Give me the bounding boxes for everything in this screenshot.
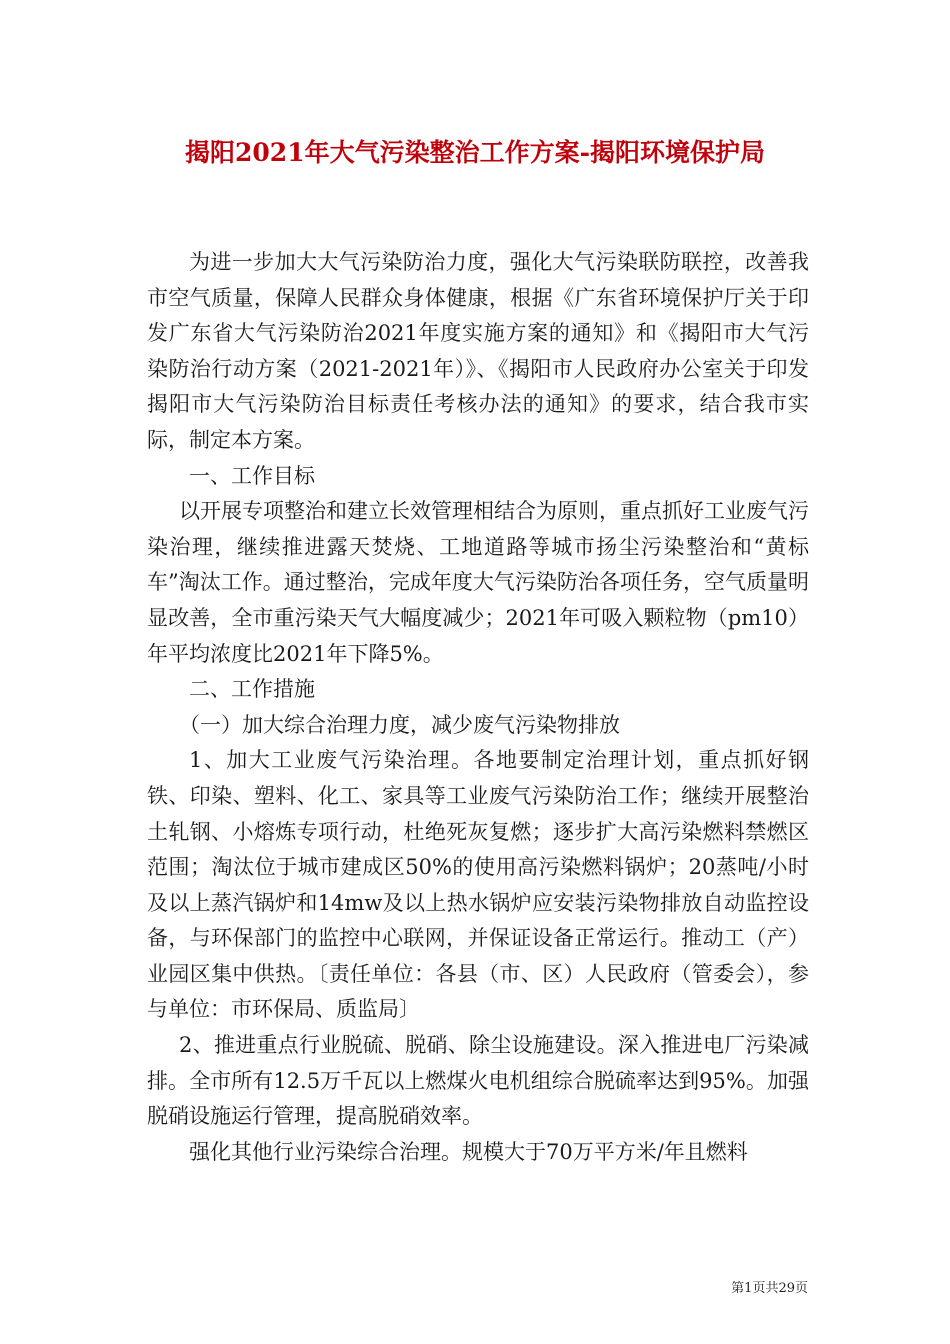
measure-paragraph-3: 强化其他行业污染综合治理。规模大于70万平方米/年且燃料 — [189, 1139, 748, 1164]
page-number: 第1页共29页 — [731, 1281, 808, 1296]
document-title: 揭阳2021年大气污染整治工作方案-揭阳环境保护局 — [185, 138, 765, 167]
measure-paragraph-1: 1、加大工业废气污染治理。各地要制定治理计划，重点抓好钢铁、印染、塑料、化工、家具等工业废气污染防治工作；继续开展整治土轧钢、小熔炼专项行动，杜绝死灰复燃；逐步扩大高污染燃料禁燃区范围；淘汰位于城市建成区50%的使用高污染燃料锅炉；20蒸吨/小时及以上蒸汽锅炉和14mw及以上热水锅炉应安装污染物排放自动监控设备，与环保部门的监控中心联网，并保证设备正常运行。推动工（产）业园区集中供热。〔责任单位：各县（市、区）人民政府（管委会），参与单位：市环保局、质监局〕 — [147, 748, 809, 1022]
intro-paragraph: 为进一步加大大气污染防治力度，强化大气污染联防联控，改善我市空气质量，保障人民群众身体健康，根据《广东省环境保护厅关于印发广东省大气污染防治2021年度实施方案的通知》和《揭阳市大气污染防治行动方案（2021-2021年）》、《揭阳市人民政府办公室关于印发揭阳市大气污染防治目标责任考核办法的通知》的要求，结合我市实际，制定本方案。 — [147, 250, 809, 452]
goals-paragraph: 以开展专项整治和建立长效管理相结合为原则，重点抓好工业废气污染治理，继续推进露天焚烧、工地道路等城市扬尘污染整治和“黄标车”淘汰工作。通过整治，完成年度大气污染防治各项任务，空气质量明显改善，全市重污染天气大幅度减少；2021年可吸入颗粒物（pm10）年平均浓度比2021年下降5%。 — [147, 499, 809, 666]
section-heading-goals: 一、工作目标 — [189, 463, 315, 488]
subsection-heading-1: （一）加大综合治理力度，减少废气污染物排放 — [179, 712, 620, 737]
measure-paragraph-2: 2、推进重点行业脱硫、脱硝、除尘设施建设。深入推进电厂污染减排。全市所有12.5万千瓦以上燃煤火电机组综合脱硫率达到95%。加强脱硝设施运行管理，提高脱硝效率。 — [147, 1033, 809, 1129]
section-heading-measures: 二、工作措施 — [189, 677, 315, 702]
document-body — [147, 245, 809, 1170]
